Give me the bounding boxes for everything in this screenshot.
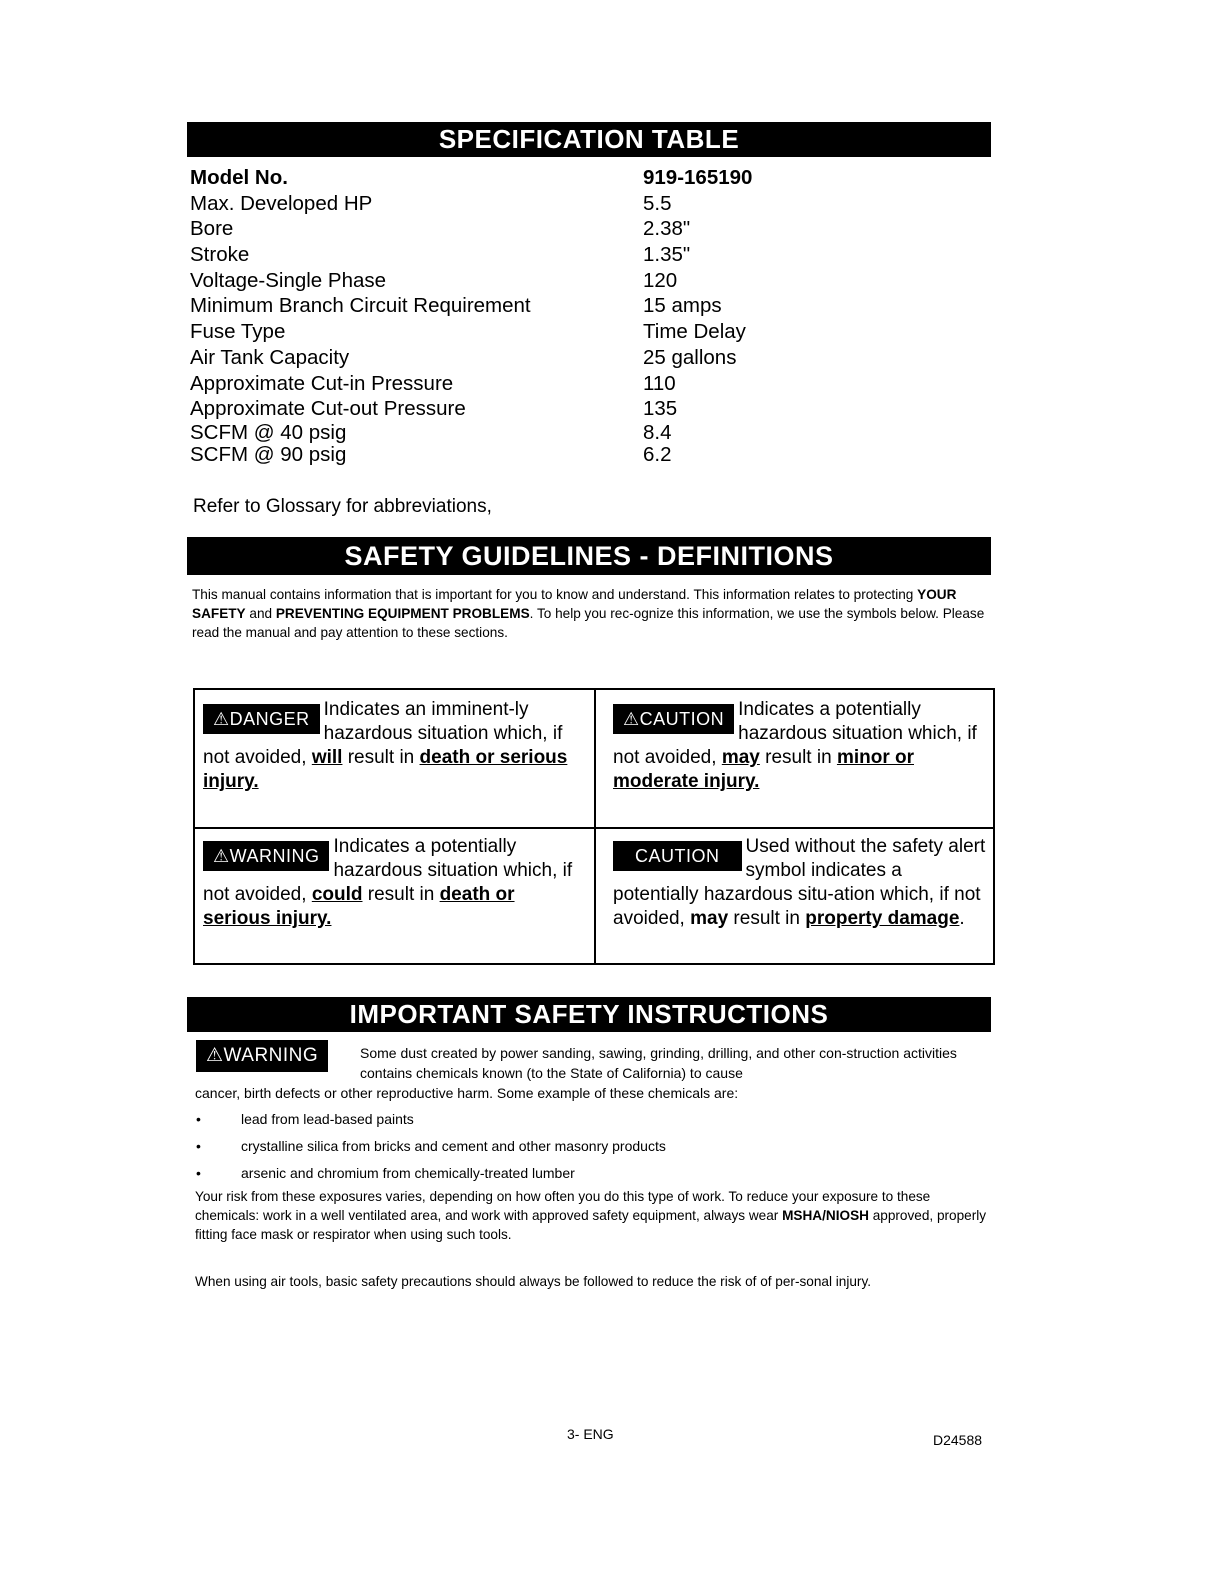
instructions-section-heading: IMPORTANT SAFETY INSTRUCTIONS bbox=[187, 997, 991, 1032]
spec-label: Stroke bbox=[190, 243, 250, 267]
spec-header-label: Model No. bbox=[190, 166, 288, 189]
chemical-list bbox=[196, 1106, 666, 1187]
spec-row bbox=[190, 371, 790, 397]
spec-label: Minimum Branch Circuit Requirement bbox=[190, 294, 531, 318]
spec-label: Air Tank Capacity bbox=[190, 345, 350, 369]
document-code: D24588 bbox=[933, 1432, 983, 1448]
hazard-definitions-grid bbox=[193, 688, 995, 965]
alert-triangle-icon: ⚠ bbox=[213, 846, 230, 866]
warning-paragraph bbox=[195, 1043, 995, 1103]
definition-keyword: could bbox=[311, 884, 363, 905]
bullet-icon: • bbox=[196, 1111, 201, 1127]
danger-label-text: DANGER bbox=[229, 709, 310, 729]
definition-keyword: will bbox=[311, 747, 343, 768]
spec-row bbox=[190, 242, 790, 268]
spec-row bbox=[190, 293, 790, 319]
spec-value: 1.35" bbox=[643, 243, 691, 267]
list-item bbox=[196, 1133, 666, 1160]
warning-text: cancer, birth defects or other reproductive harm. Some example of these chemicals are: bbox=[195, 1085, 739, 1101]
alert-triangle-icon: ⚠ bbox=[213, 709, 230, 729]
definition-keyword: may bbox=[690, 908, 729, 929]
definition-text: result in bbox=[342, 747, 420, 768]
spec-label: SCFM @ 40 psig bbox=[190, 420, 347, 444]
spec-header-value: 919-165190 bbox=[643, 166, 753, 189]
definition-keyword: may bbox=[721, 747, 760, 768]
spec-label: Max. Developed HP bbox=[190, 191, 373, 215]
danger-definition bbox=[203, 698, 581, 794]
definition-text: result in bbox=[362, 884, 440, 905]
spec-label: Bore bbox=[190, 217, 234, 241]
warning-definition bbox=[203, 835, 581, 931]
spec-table bbox=[190, 165, 790, 466]
spec-value: 120 bbox=[643, 268, 678, 292]
warning-text: Some dust created by power sanding, sawing, grinding, drilling, and other con-struction activities contains chemicals known (to the State of California) to cause bbox=[360, 1045, 957, 1081]
caution-definition bbox=[613, 698, 991, 794]
list-item bbox=[196, 1106, 666, 1133]
spec-row bbox=[190, 444, 790, 466]
spec-label: Approximate Cut-out Pressure bbox=[190, 397, 466, 421]
paragraph-text: approved, properly fitting face mask or respirator when using such tools. bbox=[195, 1208, 987, 1242]
definition-text: Indicates a potentially hazardous situation which, if not avoided, bbox=[203, 836, 573, 905]
spec-row bbox=[190, 422, 790, 444]
definition-text: result in bbox=[728, 908, 806, 929]
intro-text: . To help you rec-ognize this information, we use the symbols below. Please read the manual and pay attention to these sections. bbox=[192, 606, 985, 640]
grid-divider bbox=[195, 827, 993, 829]
caution-label bbox=[613, 704, 734, 734]
list-item-text: arsenic and chromium from chemically-treated lumber bbox=[241, 1165, 575, 1181]
spec-label: Approximate Cut-in Pressure bbox=[190, 371, 454, 395]
warning-label-text: WARNING bbox=[229, 846, 320, 866]
intro-bold: YOUR SAFETY bbox=[192, 587, 957, 621]
intro-bold: PREVENTING EQUIPMENT PROBLEMS bbox=[275, 606, 530, 621]
caution-no-symbol-definition bbox=[613, 835, 991, 931]
spec-value: 6.2 bbox=[643, 442, 672, 466]
safety-intro bbox=[192, 585, 992, 642]
safety-section-heading: SAFETY GUIDELINES - DEFINITIONS bbox=[187, 537, 991, 575]
paragraph-text: Your risk from these exposures varies, depending on how often you do this type of work. To reduce your exposure to these chemicals: work in a well ventilated area, and work with approved safety equipment, always wear bbox=[195, 1189, 931, 1223]
list-item bbox=[196, 1160, 666, 1187]
spec-row bbox=[190, 268, 790, 294]
spec-label: SCFM @ 90 psig bbox=[190, 442, 347, 466]
spec-row bbox=[190, 216, 790, 242]
spec-header-row bbox=[190, 165, 790, 191]
spec-row bbox=[190, 191, 790, 217]
spec-value: 2.38" bbox=[643, 217, 691, 241]
spec-value: 5.5 bbox=[643, 191, 672, 215]
spec-row bbox=[190, 319, 790, 345]
definition-consequence: death or serious injury. bbox=[203, 747, 568, 792]
spec-section-heading: SPECIFICATION TABLE bbox=[187, 122, 991, 157]
warning-label-text: WARNING bbox=[223, 1045, 319, 1066]
spec-value: 25 gallons bbox=[643, 345, 737, 369]
spec-row bbox=[190, 396, 790, 422]
list-item-text: lead from lead-based paints bbox=[241, 1111, 414, 1127]
spec-label: Voltage-Single Phase bbox=[190, 268, 387, 292]
definition-consequence: property damage bbox=[805, 908, 960, 929]
paragraph-bold: MSHA/NIOSH bbox=[782, 1208, 869, 1223]
definition-end: . bbox=[959, 908, 965, 929]
definition-text: Used without the safety alert symbol indicates a potentially hazardous situ-ation which, if not avoided, bbox=[613, 836, 986, 929]
bullet-icon: • bbox=[196, 1138, 201, 1154]
danger-label bbox=[203, 704, 320, 734]
alert-triangle-icon: ⚠ bbox=[206, 1045, 224, 1066]
spec-row bbox=[190, 345, 790, 371]
spec-value: 110 bbox=[643, 371, 676, 395]
bullet-icon: • bbox=[196, 1165, 201, 1181]
intro-text: and bbox=[245, 606, 276, 621]
spec-value: 135 bbox=[643, 397, 678, 421]
definition-consequence: death or serious injury. bbox=[203, 884, 515, 929]
glossary-note: Refer to Glossary for abbreviations, bbox=[193, 496, 492, 517]
air-tools-paragraph: When using air tools, basic safety precautions should always be followed to reduce the risk of of per-sonal injury. bbox=[195, 1274, 872, 1289]
definition-text: Indicates a potentially hazardous situation which, if not avoided, bbox=[613, 699, 977, 768]
caution-plain-label: CAUTION bbox=[613, 841, 742, 871]
list-item-text: crystalline silica from bricks and cement and other masonry products bbox=[241, 1138, 666, 1154]
warning-label bbox=[203, 841, 329, 871]
definition-text: result in bbox=[759, 747, 837, 768]
definition-consequence: minor or moderate injury. bbox=[613, 747, 914, 792]
definition-text: Indicates an imminent-ly hazardous situation which, if not avoided, bbox=[203, 699, 563, 768]
exposure-paragraph bbox=[195, 1187, 995, 1244]
spec-label: Fuse Type bbox=[190, 320, 286, 344]
spec-value: 15 amps bbox=[643, 294, 722, 318]
spec-value: Time Delay bbox=[643, 320, 746, 344]
alert-triangle-icon: ⚠ bbox=[623, 709, 640, 729]
page-number: 3- ENG bbox=[567, 1426, 614, 1442]
spec-value: 8.4 bbox=[643, 420, 672, 444]
intro-text: This manual contains information that is important for you to know and understand. This information relates to protecting bbox=[192, 587, 918, 602]
caution-label-text: CAUTION bbox=[639, 709, 725, 729]
